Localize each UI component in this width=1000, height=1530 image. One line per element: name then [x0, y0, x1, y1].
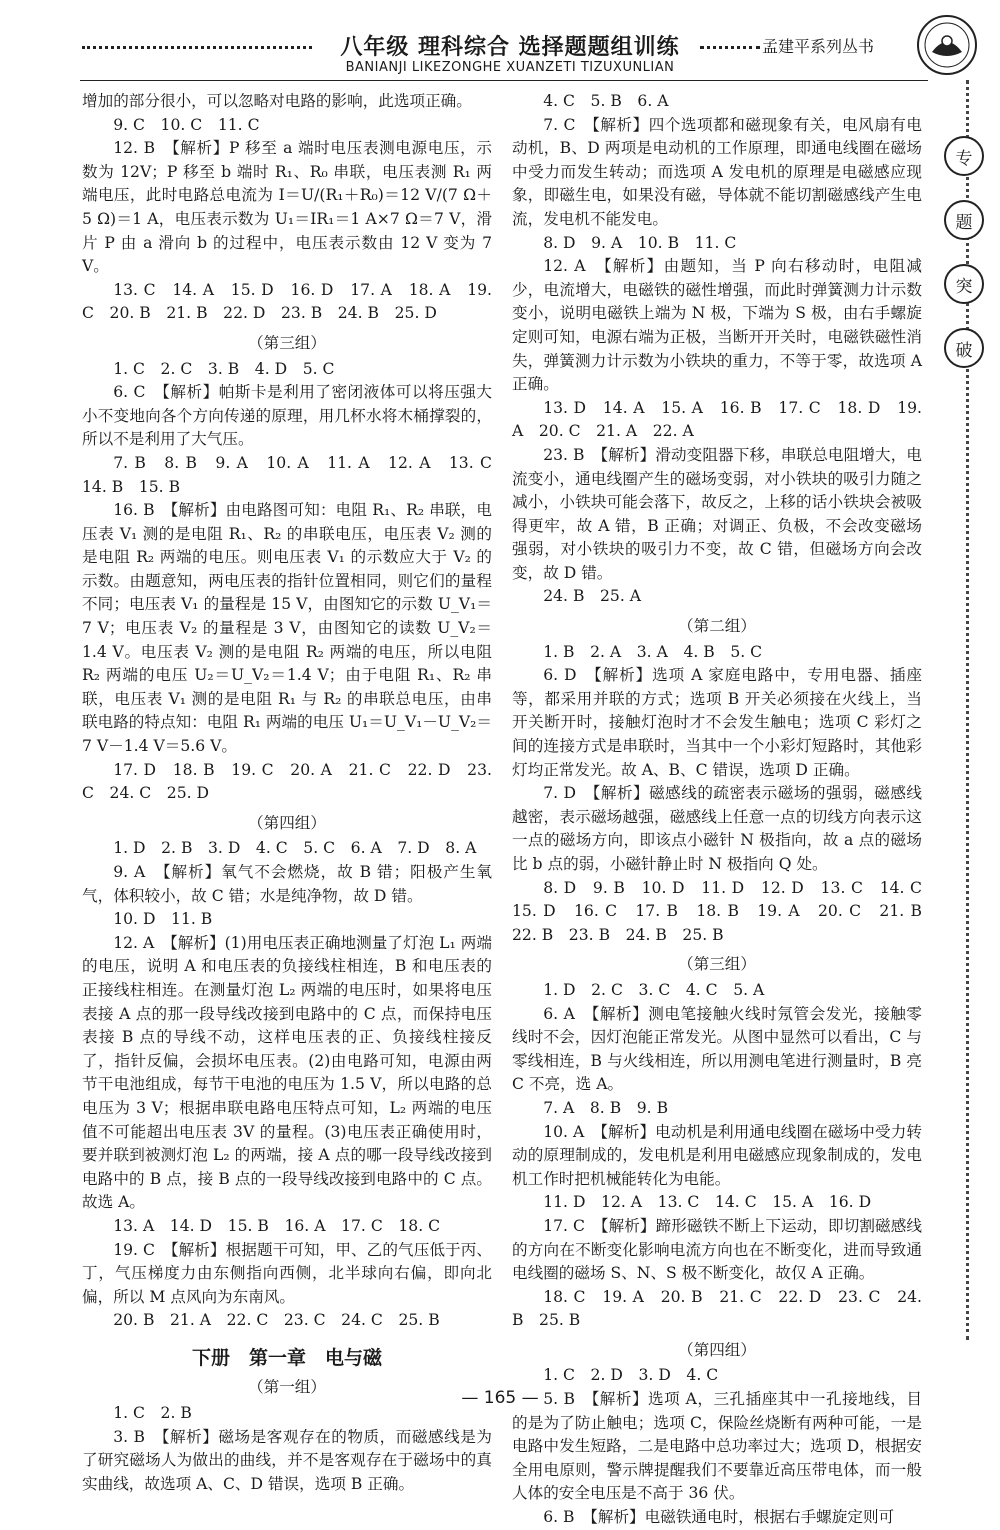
answer-line: 1. C 2. B — [113, 1404, 192, 1423]
answer-line: 10. D 11. B — [113, 910, 213, 929]
answer-line: 1. C 2. C 3. B 4. D 5. C — [113, 359, 335, 378]
page-number: — 165 — — [461, 1388, 539, 1408]
series-name: 孟建平系列丛书 — [762, 37, 875, 56]
header-dots-left — [82, 46, 312, 49]
book-series-logo-icon — [916, 14, 978, 76]
answer-explanation: 19. C 【解析】根据题干可知，甲、乙的气压低于丙、丁，气压梯度力由东侧指向西侧，北半球向右偏，即向北偏，所以 M 点风向为东南风。 — [82, 1240, 492, 1306]
page-header-title: 八年级 理科综合 选择题题组训练 — [340, 35, 680, 60]
answer-line: 18. C 19. A 20. B 21. C 22. D 23. C 24. B 25. B — [512, 1287, 922, 1330]
group-heading: （第一组） — [248, 1378, 326, 1397]
answer-explanation: 6. D 【解析】选项 A 家庭电路中，专用电器、插座等，都采用并联的方式；选项 B 开关必须接在火线上，当开关断开时，接触灯泡时才不会发生触电；选项 C 彩灯之间的连接方式是串联时，当其中一个小彩灯短路时，其他彩灯均正常发光。故 A、B、C 错误，选项 D 正确。 — [512, 666, 922, 779]
answer-line: 20. B 21. A 22. C 23. C 24. C 25. B — [113, 1311, 440, 1330]
answer-explanation: 7. C 【解析】四个选项都和磁现象有关，电风扇有电动机，B、D 两项是电动机的工作原理，即通电线圈在磁场中受力而发生转动；而选项 A 发电机的原理是电磁感应现象，即磁生电，如果没有磁，导体就不能切割磁感线产生电流，发电机不能发电。 — [512, 115, 922, 228]
answer-explanation: 16. B 【解析】由电路图可知：电阻 R₁、R₂ 串联，电压表 V₁ 测的是电阻 R₁、R₂ 的串联电压，电压表 V₂ 测的是电阻 R₂ 两端的电压。则电压表 V₁ 的示数应大于 V₂ 的示数。由题意知，两电压表的指针位置相同，则它们的量程不同；电压表 V₁ 的量程是 15 V，由图知它的示数 U_V₁＝7 V；电压表 V₂ 的量程是 3 V，由图知它的读数 U_V₂＝1.4 V。电压表 V₂ 测的是电阻 R₂ 两端的电压，所以电阻 R₂ 两端的电压 U₂＝U_V₂＝1.4 V；由于电阻 R₁、R₂ 串联，电压表 V₁ 测的是电阻 R₁ 与 R₂ 的串联总电压，由串联电路的特点知：电阻 R₁ 两端的电压 U₁＝U_V₁－U_V₂＝7 V－1.4 V＝5.6 V。 — [82, 501, 492, 756]
answer-line: 13. C 14. A 15. D 16. D 17. A 18. A 19. C 20. B 21. B 22. D 23. B 24. B 25. D — [82, 280, 492, 323]
answer-line: 13. D 14. A 15. A 16. B 17. C 18. D 19. A 20. C 21. A 22. A — [512, 398, 922, 441]
side-tab-4: 破 — [944, 328, 984, 368]
answer-explanation: 5. B 【解析】选项 A，三孔插座其中一孔接地线，目的是为了防止触电；选项 C，保险丝烧断有两种可能，一是电路中发生短路，二是电路中总功率过大；选项 D，根据安全用电原则，警示牌提醒我们不要靠近高压带电体，而一般人体的安全电压是不高于 36 伏。 — [512, 1390, 922, 1503]
side-topic-tabs — [944, 136, 984, 392]
answer-explanation: 10. A 【解析】电动机是利用通电线圈在磁场中受力转动的原理制成的，发电机是利用电磁感应现象制成的，发电机工作时把机械能转化为电能。 — [512, 1122, 922, 1188]
answer-line: 24. B 25. A — [543, 587, 642, 606]
answer-line: 1. B 2. A 3. A 4. B 5. C — [543, 642, 763, 661]
answer-line: 增加的部分很小，可以忽略对电路的影响，此选项正确。 — [82, 92, 472, 110]
side-tab-2: 题 — [944, 200, 984, 240]
group-heading: （第三组） — [248, 333, 326, 352]
group-heading: （第四组） — [678, 1340, 756, 1359]
page-header-pinyin: BANIANJI LIKEZONGHE XUANZETI TIZUXUNLIAN — [345, 60, 675, 75]
answer-line: 8. D 9. B 10. D 11. D 12. D 13. C 14. C 15. D 16. C 17. B 18. B 19. A 20. C 21. B 22. B 23. B 24. B 25. B — [512, 878, 938, 944]
answer-line: 9. C 10. C 11. C — [113, 115, 260, 134]
answer-line: 11. D 12. A 13. C 14. C 15. A 16. D — [543, 1193, 872, 1212]
answer-line: 1. C 2. D 3. D 4. C — [543, 1366, 719, 1385]
answer-explanation: 23. B 【解析】滑动变阻器下移，串联总电阻增大，电流变小，通电线圈产生的磁场变弱，对小铁块的吸引力随之减小，小铁块可能会落下，故反之，上移的话小铁块会被吸得更牢，故 A 错，B 正确；对调正、负极，不会改变磁场强弱，对小铁块的吸引力不变，故 C 错，但磁场方向会改变，故 D 错。 — [512, 445, 922, 582]
answer-line: 1. D 2. C 3. C 4. C 5. A — [543, 980, 765, 999]
answer-explanation: 6. C 【解析】帕斯卡是利用了密闭液体可以将压强大小不变地向各个方向传递的原理，用几杯水将木桶撑裂的，所以不是利用了大气压。 — [82, 383, 492, 449]
answer-explanation: 6. A 【解析】测电笔接触火线时氖管会发光，接触零线时不会，因灯泡能正常发光。从图中显然可以看出，C 与零线相连，B 与火线相连，所以用测电笔进行测量时，B 亮 C 不亮，选 A。 — [512, 1004, 922, 1094]
answer-line: 1. D 2. B 3. D 4. C 5. C 6. A 7. D 8. A — [113, 839, 477, 858]
answer-line: 7. A 8. B 9. B — [543, 1098, 669, 1117]
answer-explanation: 12. A 【解析】由题知，当 P 向右移动时，电阻减少，电流增大，电磁铁的磁性增强，而此时弹簧测力计示数变小，说明电磁铁上端为 N 极，下端为 S 极，由右手螺旋定则可知，电源右端为正极，当断开开关时，电磁铁磁性消失，弹簧测力计示数为小铁块的重力，不等于零，故选项 A 正确。 — [512, 257, 922, 394]
answer-explanation: 3. B 【解析】磁场是客观存在的物质，而磁感线是为了研究磁场人为做出的曲线，并不是客观存在于磁场中的真实曲线，故选项 A、C、D 错误，选项 B 正确。 — [82, 1427, 492, 1493]
answer-line: 7. B 8. B 9. A 10. A 11. A 12. A 13. C 14. B 15. B — [82, 453, 508, 496]
answer-line: 4. C 5. B 6. A — [543, 92, 669, 110]
answer-explanation: 7. D 【解析】磁感线的疏密表示磁场的强弱，磁感线越密，表示磁场越强，磁感线上任意一点的切线方向表示这一点的磁场方向，即该点小磁针 N 极指向，故 a 点的磁场比 b 点的弱，小磁针静止时 N 极指向 Q 处。 — [512, 784, 922, 873]
right-column — [512, 90, 938, 1530]
side-tab-3: 突 — [944, 264, 984, 304]
answer-explanation: 9. A 【解析】氧气不会燃烧，故 B 错；阳极产生氧气，体积较小，故 C 错；水是纯净物，故 D 错。 — [82, 863, 492, 905]
chapter-heading: 下册 第一章 电与磁 — [191, 1346, 382, 1369]
answer-explanation: 17. C 【解析】蹄形磁铁不断上下运动，即切割磁感线的方向在不断变化影响电流方向也在不断变化，进而导致通电线圈的磁场 S、N、S 极不断变化，故仅 A 正确。 — [512, 1216, 922, 1283]
group-heading: （第三组） — [678, 955, 756, 974]
answer-line: 8. D 9. A 10. B 11. C — [543, 233, 737, 252]
answer-line: 17. D 18. B 19. C 20. A 21. C 22. D 23. C 24. C 25. D — [82, 760, 492, 803]
group-heading: （第二组） — [678, 617, 756, 636]
answer-explanation: 12. A 【解析】(1)用电压表正确地测量了灯泡 L₁ 两端的电压，说明 A 和电压表的负接线柱相连，B 和电压表的正接线柱相连。在测量灯泡 L₂ 两端的电压时，如果将电压表接 A 点的那一段导线改接到电路中的 C 点，而保持电压表接 B 点的导线不动，这样电压表的正、负接线柱接反了，指针反偏，会损坏电压表。(2)由电路可知，电源由两节干电池组成，每节干电池的电压为 1.5 V，所以电路的总电压为 3 V；根据串联电路电压特点可知，L₂ 两端的电压值不可能超出电压表 3V 的量程。(3)电压表正确使用时，要并联到被测灯泡 L₂ 的两端，接 A 点的哪一段导线改接到电路中的 B 点，接 B 点的一段导线改接到电路中的 C 点。故选 A。 — [82, 933, 492, 1212]
side-tab-1: 专 — [944, 136, 984, 176]
answer-explanation: 12. B 【解析】P 移至 a 端时电压表测电源电压，示数为 12V；P 移至 b 端时 R₁、R₀ 串联，电压表测 R₁ 两端电压，此时电路总电流为 I＝U/(R₁＋R₀)＝12 V/(7 Ω＋5 Ω)＝1 A，电压表示数为 U₁＝IR₁＝1 A×7 Ω＝7 V，滑片 P 由 a 滑向 b 的过程中，电压表示数由 12 V 变为 7 V。 — [82, 139, 492, 276]
answer-explanation: 6. B 【解析】电磁铁通电时，根据右手螺旋定则可 — [543, 1508, 895, 1527]
header-divider — [80, 80, 928, 81]
answer-line: 13. A 14. D 15. B 16. A 17. C 18. C — [113, 1216, 441, 1235]
group-heading: （第四组） — [248, 813, 326, 832]
